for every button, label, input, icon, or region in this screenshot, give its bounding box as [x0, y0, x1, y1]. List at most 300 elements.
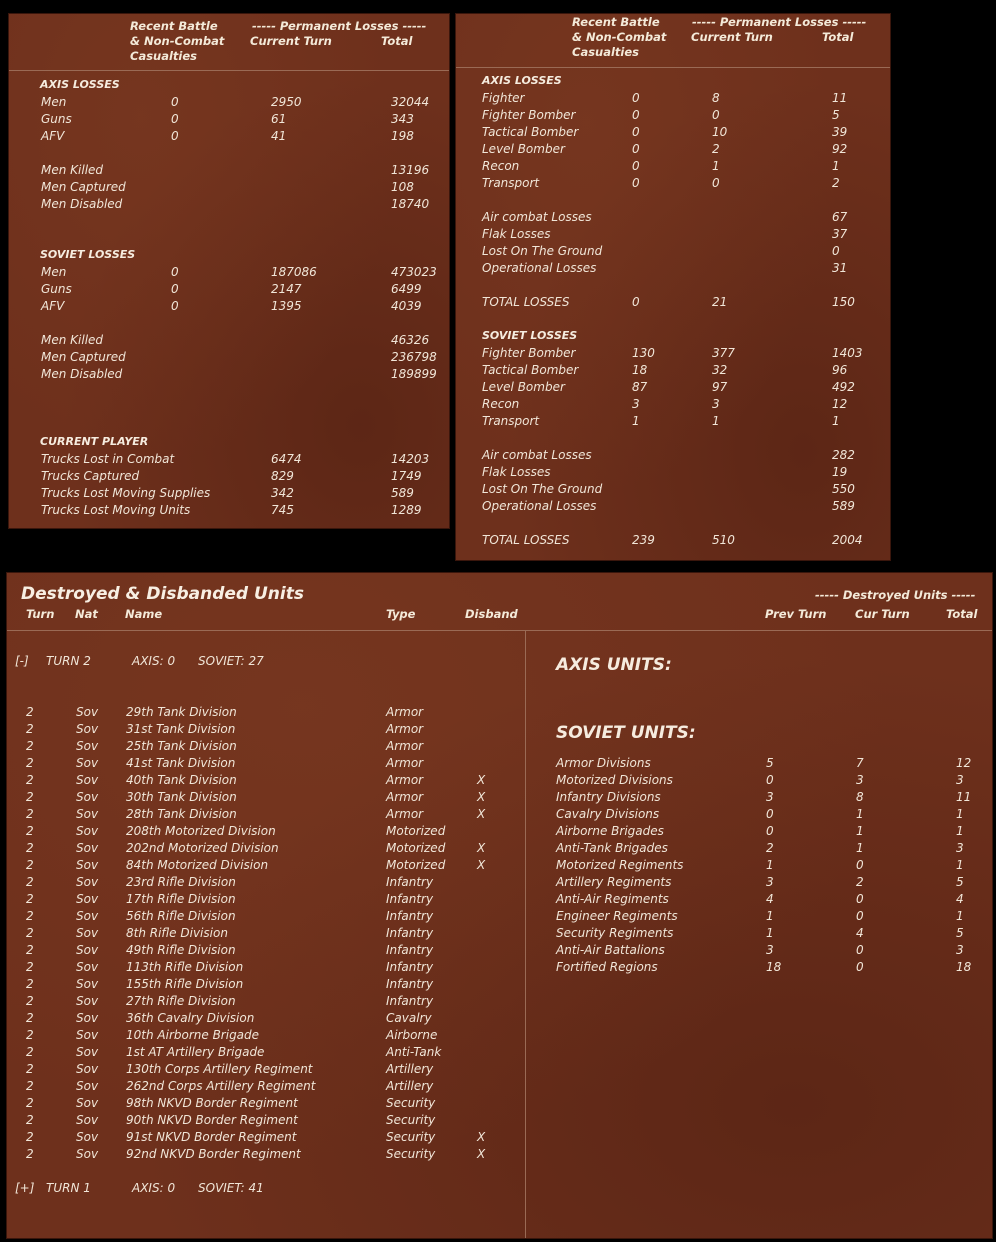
- row-label: Men: [41, 265, 67, 279]
- total-value: 492: [832, 380, 855, 394]
- axis-loss-row: [41, 128, 441, 145]
- unit-row[interactable]: [26, 908, 506, 925]
- unit-turn: 2: [26, 1130, 34, 1144]
- unit-type: Security: [386, 1096, 436, 1110]
- summary-cur: 7: [856, 756, 864, 770]
- soviet-cause-row: [482, 464, 882, 481]
- summary-prev: 3: [766, 875, 774, 889]
- unit-row[interactable]: [26, 891, 506, 908]
- row-label: AFV: [41, 129, 65, 143]
- unit-row[interactable]: [26, 1027, 506, 1044]
- unit-row[interactable]: [26, 738, 506, 755]
- aircraft-label: Recon: [482, 159, 520, 173]
- unit-turn: 2: [26, 1045, 34, 1059]
- unit-nat: Sov: [76, 824, 99, 838]
- aircraft-label: Fighter: [482, 91, 525, 105]
- unit-turn: 2: [26, 841, 34, 855]
- summary-label: Engineer Regiments: [556, 909, 678, 923]
- summary-cur: 4: [856, 926, 864, 940]
- unit-type: Airborne: [386, 1028, 438, 1042]
- recent-battle-header: [572, 15, 666, 60]
- total-value: 96: [832, 363, 848, 377]
- trucks-row: [41, 451, 441, 468]
- summary-label: Fortified Regions: [556, 960, 658, 974]
- unit-type: Armor: [386, 756, 424, 770]
- total-value: 46326: [391, 333, 430, 347]
- soviet-unit-summary-row: [556, 857, 976, 874]
- summary-total: 11: [956, 790, 972, 804]
- unit-disband: X: [477, 841, 486, 855]
- summary-prev: 0: [766, 824, 774, 838]
- row-label: Men Killed: [41, 163, 104, 177]
- soviet-detail-row: [41, 349, 441, 366]
- summary-prev: 3: [766, 943, 774, 957]
- unit-name: 31st Tank Division: [126, 722, 236, 736]
- recent-value: 0: [632, 176, 640, 190]
- unit-nat: Sov: [76, 790, 99, 804]
- unit-nat: Sov: [76, 1079, 99, 1093]
- unit-type: Infantry: [386, 875, 434, 889]
- current-value: 10: [712, 125, 728, 139]
- unit-type: Artillery: [386, 1062, 434, 1076]
- unit-row[interactable]: [26, 925, 506, 942]
- unit-name: 56th Rifle Division: [126, 909, 236, 923]
- summary-total: 4: [956, 892, 964, 906]
- row-label: Trucks Captured: [41, 469, 140, 483]
- summary-cur: 0: [856, 858, 864, 872]
- unit-name: 25th Tank Division: [126, 739, 237, 753]
- axis-loss-row: [41, 94, 441, 111]
- summary-total: 3: [956, 943, 964, 957]
- axis-loss-row: [41, 111, 441, 128]
- unit-nat: Sov: [76, 705, 99, 719]
- unit-name: 155th Rifle Division: [126, 977, 244, 991]
- recent-value: 0: [171, 282, 179, 296]
- unit-name: 84th Motorized Division: [126, 858, 269, 872]
- unit-nat: Sov: [76, 858, 99, 872]
- soviet-unit-summary-row: [556, 806, 976, 823]
- total-value: 39: [832, 125, 848, 139]
- total-value: 12: [832, 397, 848, 411]
- current-value: 342: [271, 486, 294, 500]
- summary-label: Infantry Divisions: [556, 790, 661, 804]
- total-value: 67: [832, 210, 848, 224]
- header-line: Casualties: [130, 49, 198, 63]
- summary-total: 5: [956, 926, 964, 940]
- col-disband[interactable]: Disband: [465, 607, 518, 621]
- unit-nat: Sov: [76, 773, 99, 787]
- unit-nat: Sov: [76, 943, 99, 957]
- soviet-detail-row: [41, 332, 441, 349]
- current-value: 1: [712, 414, 720, 428]
- current-value: 1: [712, 159, 720, 173]
- summary-total: 3: [956, 841, 964, 855]
- unit-name: 202nd Motorized Division: [126, 841, 279, 855]
- total-value: 1: [832, 159, 840, 173]
- total-value: 13196: [391, 163, 430, 177]
- unit-turn: 2: [26, 773, 34, 787]
- unit-turn: 2: [26, 1113, 34, 1127]
- current-player-title: CURRENT PLAYER: [40, 435, 149, 448]
- unit-type: Motorized: [386, 841, 446, 855]
- unit-turn: 2: [26, 858, 34, 872]
- soviet-loss-row: [41, 281, 441, 298]
- aircraft-label: Transport: [482, 414, 540, 428]
- col-cur-turn: Cur Turn: [855, 607, 910, 621]
- col-name[interactable]: Name: [125, 607, 163, 621]
- axis-aircraft-row: [482, 175, 882, 192]
- summary-cur: 3: [856, 773, 864, 787]
- soviet-aircraft-row: [482, 345, 882, 362]
- soviet-aircraft-row: [482, 379, 882, 396]
- axis-detail-row: [41, 196, 441, 213]
- soviet-loss-row: [41, 264, 441, 281]
- unit-turn: 2: [26, 1028, 34, 1042]
- recent-battle-header: [130, 19, 224, 64]
- axis-units-title: AXIS UNITS:: [556, 655, 672, 675]
- unit-name: 23rd Rifle Division: [126, 875, 236, 889]
- unit-nat: Sov: [76, 994, 99, 1008]
- summary-total: 1: [956, 909, 964, 923]
- total-total: 2004: [832, 533, 863, 547]
- unit-nat: Sov: [76, 875, 99, 889]
- total-value: 589: [832, 499, 855, 513]
- soviet-count: SOVIET: 41: [198, 1181, 264, 1195]
- unit-nat: Sov: [76, 1028, 99, 1042]
- aircraft-label: Recon: [482, 397, 520, 411]
- expand-toggle[interactable]: [+]: [15, 1181, 35, 1195]
- unit-turn: 2: [26, 824, 34, 838]
- summary-total: 12: [956, 756, 972, 770]
- soviet-cause-row: [482, 481, 882, 498]
- row-label: AFV: [41, 299, 65, 313]
- unit-turn: 2: [26, 807, 34, 821]
- unit-type: Infantry: [386, 994, 434, 1008]
- summary-label: Airborne Brigades: [556, 824, 664, 838]
- unit-name: 27th Rifle Division: [126, 994, 236, 1008]
- unit-nat: Sov: [76, 722, 99, 736]
- row-label: Trucks Lost Moving Supplies: [41, 486, 211, 500]
- unit-type: Security: [386, 1147, 436, 1161]
- cause-label: Air combat Losses: [482, 448, 592, 462]
- trucks-row: [41, 502, 441, 519]
- collapse-toggle[interactable]: [-]: [15, 654, 29, 668]
- unit-row[interactable]: [26, 874, 506, 891]
- unit-name: 41st Tank Division: [126, 756, 236, 770]
- unit-turn: 2: [26, 1062, 34, 1076]
- current-turn-header: Current Turn: [250, 34, 332, 48]
- summary-prev: 0: [766, 773, 774, 787]
- unit-nat: Sov: [76, 739, 99, 753]
- unit-turn: 2: [26, 875, 34, 889]
- unit-turn: 2: [26, 994, 34, 1008]
- unit-turn: 2: [26, 1011, 34, 1025]
- unit-row[interactable]: [26, 1061, 506, 1078]
- unit-turn: 2: [26, 756, 34, 770]
- recent-value: 0: [171, 129, 179, 143]
- unit-row[interactable]: [26, 1112, 506, 1129]
- summary-cur: 0: [856, 943, 864, 957]
- col-nat[interactable]: Nat: [75, 607, 98, 621]
- total-value: 589: [391, 486, 414, 500]
- col-type[interactable]: Type: [386, 607, 416, 621]
- axis-count: AXIS: 0: [132, 1181, 176, 1195]
- recent-value: 0: [632, 159, 640, 173]
- unit-row[interactable]: [26, 823, 506, 840]
- unit-nat: Sov: [76, 1096, 99, 1110]
- unit-name: 17th Rifle Division: [126, 892, 236, 906]
- unit-nat: Sov: [76, 926, 99, 940]
- soviet-unit-summary-row: [556, 772, 976, 789]
- summary-label: Motorized Regiments: [556, 858, 684, 872]
- unit-type: Armor: [386, 807, 424, 821]
- unit-name: 8th Rifle Division: [126, 926, 228, 940]
- cause-label: Air combat Losses: [482, 210, 592, 224]
- unit-type: Armor: [386, 739, 424, 753]
- permanent-losses-header: ----- Permanent Losses -----: [252, 19, 427, 33]
- current-value: 0: [712, 108, 720, 122]
- unit-row[interactable]: [26, 1146, 506, 1163]
- col-prev-turn: Prev Turn: [765, 607, 827, 621]
- trucks-row: [41, 485, 441, 502]
- destroyed-units-header: ----- Destroyed Units -----: [815, 588, 976, 602]
- summary-prev: 1: [766, 926, 774, 940]
- unit-row[interactable]: [26, 959, 506, 976]
- total-value: 343: [391, 112, 414, 126]
- current-value: 1395: [271, 299, 302, 313]
- recent-value: 0: [171, 112, 179, 126]
- row-label: Men Disabled: [41, 197, 123, 211]
- unit-nat: Sov: [76, 977, 99, 991]
- cause-label: Operational Losses: [482, 261, 597, 275]
- total-current: 510: [712, 533, 735, 547]
- total-current: 21: [712, 295, 728, 309]
- summary-total: 1: [956, 858, 964, 872]
- total-value: 5: [832, 108, 840, 122]
- unit-nat: Sov: [76, 1045, 99, 1059]
- summary-cur: 0: [856, 892, 864, 906]
- unit-disband: X: [477, 773, 486, 787]
- row-label: Men Disabled: [41, 367, 123, 381]
- total-header: Total: [381, 34, 413, 48]
- summary-prev: 3: [766, 790, 774, 804]
- unit-row[interactable]: [26, 1010, 506, 1027]
- summary-label: Artillery Regiments: [556, 875, 672, 889]
- col-turn[interactable]: Turn: [26, 607, 55, 621]
- soviet-unit-summary-row: [556, 840, 976, 857]
- soviet-unit-summary-row: [556, 789, 976, 806]
- header-line: Recent Battle: [130, 19, 218, 33]
- row-label: Guns: [41, 112, 72, 126]
- header-divider: [7, 630, 992, 631]
- unit-name: 130th Corps Artillery Regiment: [126, 1062, 313, 1076]
- summary-total: 1: [956, 824, 964, 838]
- unit-name: 262nd Corps Artillery Regiment: [126, 1079, 316, 1093]
- unit-name: 30th Tank Division: [126, 790, 237, 804]
- total-header: Total: [822, 30, 854, 44]
- soviet-aircraft-row: [482, 413, 882, 430]
- col-total: Total: [946, 607, 978, 621]
- total-value: 0: [832, 244, 840, 258]
- unit-turn: 2: [26, 909, 34, 923]
- summary-label: Anti-Air Battalions: [556, 943, 665, 957]
- summary-cur: 0: [856, 909, 864, 923]
- soviet-aircraft-row: [482, 362, 882, 379]
- unit-type: Infantry: [386, 977, 434, 991]
- total-value: 19: [832, 465, 848, 479]
- row-label: Men Captured: [41, 350, 126, 364]
- recent-value: 0: [632, 125, 640, 139]
- axis-aircraft-row: [482, 107, 882, 124]
- row-label: Guns: [41, 282, 72, 296]
- unit-type: Infantry: [386, 960, 434, 974]
- header-line: Recent Battle: [572, 15, 660, 29]
- unit-row[interactable]: [26, 1078, 506, 1095]
- unit-name: 28th Tank Division: [126, 807, 237, 821]
- total-recent: 239: [632, 533, 655, 547]
- unit-nat: Sov: [76, 960, 99, 974]
- total-value: 37: [832, 227, 848, 241]
- summary-prev: 1: [766, 909, 774, 923]
- soviet-count: SOVIET: 27: [198, 654, 264, 668]
- unit-row[interactable]: [26, 772, 506, 789]
- unit-turn: 2: [26, 739, 34, 753]
- aircraft-label: Fighter Bomber: [482, 346, 576, 360]
- current-value: 97: [712, 380, 728, 394]
- trucks-row: [41, 468, 441, 485]
- current-value: 2147: [271, 282, 302, 296]
- unit-turn: 2: [26, 960, 34, 974]
- unit-type: Security: [386, 1113, 436, 1127]
- summary-label: Anti-Tank Brigades: [556, 841, 668, 855]
- header-divider: [9, 70, 449, 71]
- cause-label: Operational Losses: [482, 499, 597, 513]
- current-value: 745: [271, 503, 294, 517]
- unit-nat: Sov: [76, 807, 99, 821]
- total-value: 108: [391, 180, 414, 194]
- recent-value: 130: [632, 346, 655, 360]
- unit-row[interactable]: [26, 1129, 506, 1146]
- axis-aircraft-row: [482, 158, 882, 175]
- unit-name: 98th NKVD Border Regiment: [126, 1096, 298, 1110]
- current-value: 32: [712, 363, 728, 377]
- unit-disband: X: [477, 807, 486, 821]
- unit-row[interactable]: [26, 857, 506, 874]
- total-value: 1: [832, 414, 840, 428]
- unit-row[interactable]: [26, 755, 506, 772]
- summary-label: Motorized Divisions: [556, 773, 673, 787]
- unit-name: 92nd NKVD Border Regiment: [126, 1147, 301, 1161]
- unit-nat: Sov: [76, 756, 99, 770]
- total-value: 282: [832, 448, 855, 462]
- air-losses-panel: [455, 13, 891, 561]
- unit-row[interactable]: [26, 840, 506, 857]
- summary-cur: 1: [856, 841, 864, 855]
- unit-name: 113th Rifle Division: [126, 960, 244, 974]
- unit-row[interactable]: [26, 1095, 506, 1112]
- current-value: 61: [271, 112, 287, 126]
- unit-type: Artillery: [386, 1079, 434, 1093]
- axis-cause-row: [482, 260, 882, 277]
- row-label: Trucks Lost Moving Units: [41, 503, 191, 517]
- summary-total: 3: [956, 773, 964, 787]
- unit-nat: Sov: [76, 892, 99, 906]
- ground-losses-panel: [8, 13, 450, 529]
- total-value: 1749: [391, 469, 422, 483]
- unit-row[interactable]: [26, 721, 506, 738]
- summary-label: Armor Divisions: [556, 756, 651, 770]
- unit-name: 10th Airborne Brigade: [126, 1028, 260, 1042]
- soviet-detail-row: [41, 366, 441, 383]
- aircraft-label: Level Bomber: [482, 380, 565, 394]
- summary-cur: 1: [856, 807, 864, 821]
- cause-label: Flak Losses: [482, 465, 551, 479]
- unit-name: 91st NKVD Border Regiment: [126, 1130, 297, 1144]
- unit-nat: Sov: [76, 1130, 99, 1144]
- summary-prev: 5: [766, 756, 774, 770]
- unit-row[interactable]: [26, 993, 506, 1010]
- unit-row[interactable]: [26, 789, 506, 806]
- total-value: 2: [832, 176, 840, 190]
- unit-nat: Sov: [76, 1011, 99, 1025]
- unit-turn: 2: [26, 943, 34, 957]
- unit-row[interactable]: [26, 1044, 506, 1061]
- current-value: 829: [271, 469, 294, 483]
- cause-label: Flak Losses: [482, 227, 551, 241]
- summary-cur: 2: [856, 875, 864, 889]
- unit-row[interactable]: [26, 704, 506, 721]
- soviet-cause-row: [482, 498, 882, 515]
- unit-type: Motorized: [386, 858, 446, 872]
- summary-total: 5: [956, 875, 964, 889]
- summary-cur: 1: [856, 824, 864, 838]
- unit-row[interactable]: [26, 942, 506, 959]
- header-divider: [456, 67, 890, 68]
- cause-label: Lost On The Ground: [482, 244, 603, 258]
- summary-prev: 4: [766, 892, 774, 906]
- total-value: 473023: [391, 265, 437, 279]
- axis-detail-row: [41, 162, 441, 179]
- soviet-cause-row: [482, 447, 882, 464]
- unit-type: Motorized: [386, 824, 446, 838]
- total-value: 14203: [391, 452, 430, 466]
- total-value: 189899: [391, 367, 437, 381]
- unit-name: 90th NKVD Border Regiment: [126, 1113, 298, 1127]
- unit-row[interactable]: [26, 806, 506, 823]
- total-value: 32044: [391, 95, 430, 109]
- recent-value: 87: [632, 380, 648, 394]
- summary-label: Security Regiments: [556, 926, 674, 940]
- aircraft-label: Fighter Bomber: [482, 108, 576, 122]
- cause-label: Lost On The Ground: [482, 482, 603, 496]
- soviet-unit-summary-row: [556, 942, 976, 959]
- recent-value: 0: [171, 95, 179, 109]
- column-divider: [525, 630, 526, 1238]
- unit-type: Armor: [386, 722, 424, 736]
- current-value: 6474: [271, 452, 302, 466]
- unit-turn: 2: [26, 1096, 34, 1110]
- destroyed-units-panel: [6, 572, 993, 1239]
- unit-turn: 2: [26, 722, 34, 736]
- unit-row[interactable]: [26, 976, 506, 993]
- current-value: 2950: [271, 95, 302, 109]
- aircraft-label: Tactical Bomber: [482, 363, 579, 377]
- header-line: & Non-Combat: [572, 30, 667, 44]
- unit-type: Anti-Tank: [386, 1045, 442, 1059]
- current-turn-header: Current Turn: [691, 30, 773, 44]
- aircraft-label: Tactical Bomber: [482, 125, 579, 139]
- summary-prev: 1: [766, 858, 774, 872]
